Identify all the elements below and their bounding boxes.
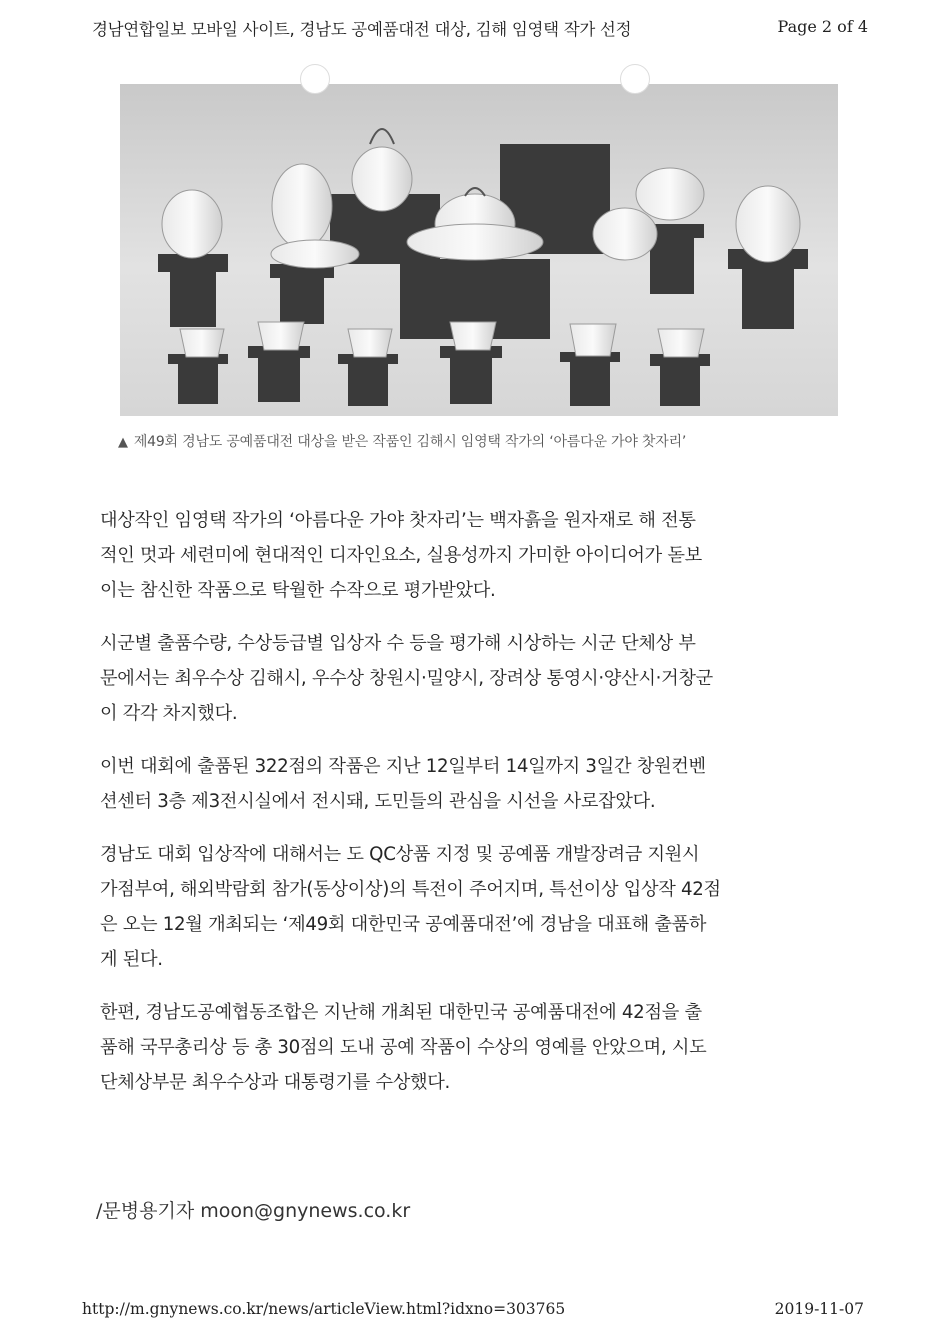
- footer-url: http://m.gnynews.co.kr/news/articleView.html?idxno=303765: [82, 1300, 566, 1318]
- footer-date: 2019-11-07: [774, 1300, 864, 1318]
- paragraph-line: 이번 대회에 출품된 322점의 작품은 지난 12일부터 14일까지 3일간 창원컨벤: [100, 756, 706, 777]
- page-number: Page 2 of 4: [777, 17, 868, 36]
- paragraph-line: 단체상부문 최우수상과 대통령기를 수상했다.: [100, 1072, 451, 1093]
- paragraph-3: [100, 749, 845, 819]
- paragraph-line: 이 각각 차지했다.: [100, 703, 238, 724]
- paragraph-4: [100, 837, 845, 977]
- ceramics-photo: [120, 84, 838, 416]
- photo-caption: [118, 431, 686, 451]
- paragraph-line: 적인 멋과 세련미에 현대적인 디자인요소, 실용성까지 가미한 아이디어가 돋보: [100, 545, 702, 566]
- paragraph-line: 시군별 출품수량, 수상등급별 입상자 수 등을 평가해 시상하는 시군 단체상 부: [100, 633, 696, 654]
- caption-text: 제49회 경남도 공예품대전 대상을 받은 작품인 김해시 임영택 작가의 ‘아름다운 가야 찻자리’: [133, 434, 687, 450]
- paragraph-line: 품해 국무총리상 등 총 30점의 도내 공예 작품이 수상의 영예를 안았으며, 시도: [100, 1037, 707, 1058]
- paragraph-line: 션센터 3층 제3전시실에서 전시돼, 도민들의 관심을 시선을 사로잡았다.: [100, 791, 656, 812]
- article-photo: [120, 84, 838, 416]
- reporter-byline: /문병용기자 moon@gnynews.co.kr: [96, 1200, 411, 1222]
- binder-hole: [620, 64, 650, 94]
- paragraph-1: [100, 503, 845, 608]
- paragraph-line: 가점부여, 해외박람회 참가(동상이상)의 특전이 주어지며, 특선이상 입상작 42점: [100, 879, 721, 900]
- article-body: [100, 503, 845, 1118]
- paragraph-5: [100, 995, 845, 1100]
- binder-hole: [300, 64, 330, 94]
- article-title: 경남연합일보 모바일 사이트, 경남도 공예품대전 대상, 김해 임영택 작가 선정: [92, 20, 632, 39]
- paragraph-2: [100, 626, 845, 731]
- paragraph-line: 한편, 경남도공예협동조합은 지난해 개최된 대한민국 공예품대전에 42점을 출: [100, 1002, 702, 1023]
- paragraph-line: 문에서는 최우수상 김해시, 우수상 창원시·밀양시, 장려상 통영시·양산시·거창군: [100, 668, 713, 689]
- caption-triangle-icon: ▲: [118, 435, 128, 450]
- paragraph-line: 경남도 대회 입상작에 대해서는 도 QC상품 지정 및 공예품 개발장려금 지원시: [100, 844, 700, 865]
- paragraph-line: 은 오는 12월 개최되는 ‘제49회 대한민국 공예품대전’에 경남을 대표해 출품하: [100, 914, 707, 935]
- paragraph-line: 대상작인 임영택 작가의 ‘아름다운 가야 찻자리’는 백자흙을 원자재로 해 전통: [100, 510, 696, 531]
- paragraph-line: 게 된다.: [100, 949, 163, 970]
- paragraph-line: 이는 참신한 작품으로 탁월한 수작으로 평가받았다.: [100, 580, 496, 601]
